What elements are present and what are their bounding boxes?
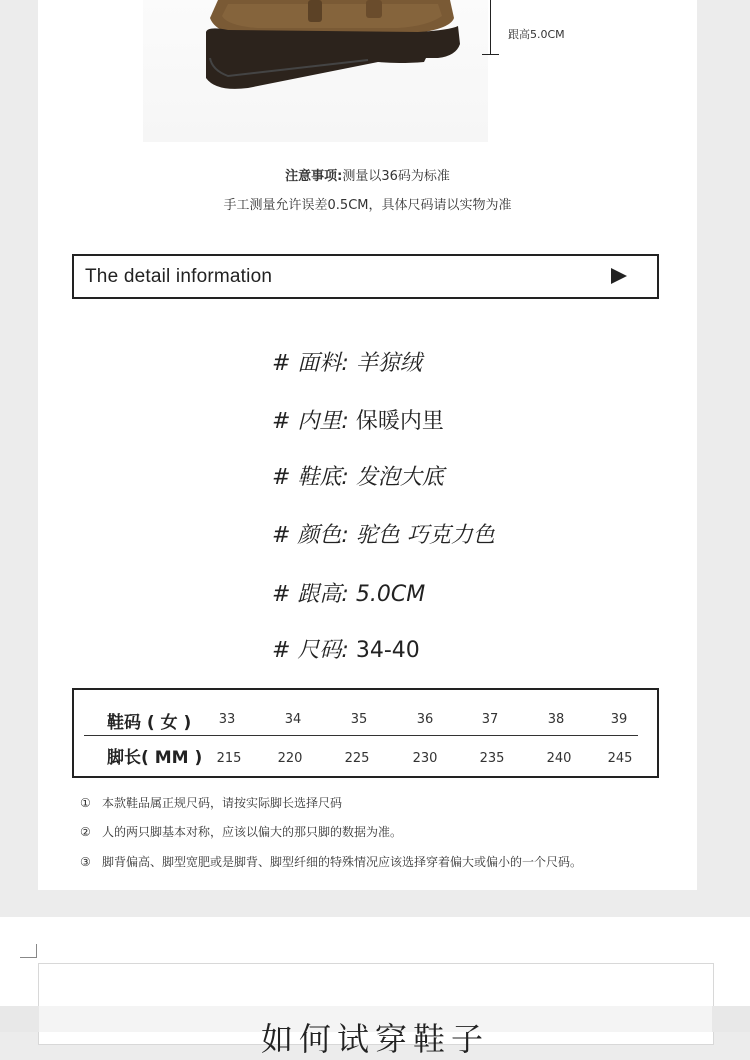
shoe-sole — [206, 26, 460, 89]
spec-label: # 面料: — [272, 351, 349, 376]
spec-label: # 颜色: — [272, 523, 349, 548]
detail-info-header — [72, 254, 659, 299]
footnote-text: 脚背偏高、脚型宽肥或是脚背、脚型纤细的特殊情况应该选择穿着偏大或偏小的一个尺码。 — [102, 855, 583, 869]
measure-note-title: 注意事项: — [285, 169, 343, 184]
heel-height-line — [490, 0, 491, 55]
spec-color — [272, 518, 495, 549]
footnote-number: ① — [80, 796, 91, 810]
shoe-image — [188, 0, 488, 100]
length-cell: 215 — [216, 751, 242, 766]
size-cell: 37 — [481, 712, 499, 727]
footnote-item — [80, 853, 582, 870]
size-cell: 35 — [350, 712, 368, 727]
crop-mark — [36, 944, 37, 958]
measure-note-text: 测量以36码为标准 — [342, 169, 450, 184]
footnote-number: ② — [80, 825, 91, 839]
length-cell: 245 — [607, 751, 633, 766]
footnote-number: ③ — [80, 855, 91, 869]
spec-value: 5.0CM — [355, 582, 426, 607]
spec-sole — [272, 460, 444, 491]
length-cell: 220 — [277, 751, 303, 766]
size-table — [72, 688, 659, 778]
spec-value: 保暖内里 — [355, 409, 444, 434]
tolerance-note: 手工测量允许误差0.5CM，具体尺码请以实物为准 — [223, 198, 512, 213]
size-cell: 36 — [416, 712, 434, 727]
length-row-label: 脚长( MM ) — [107, 748, 203, 768]
spec-value: 发泡大底 — [355, 465, 444, 490]
size-cell: 34 — [284, 712, 302, 727]
heel-height-label: 跟高5.0CM — [508, 28, 565, 41]
spec-value: 羊猄绒 — [355, 351, 422, 376]
spec-value: 驼色 巧克力色 — [355, 523, 495, 548]
length-cell: 230 — [412, 751, 438, 766]
size-cell: 38 — [547, 712, 565, 727]
length-cell: 235 — [479, 751, 505, 766]
spec-value: 34-40 — [355, 638, 420, 663]
spec-label: # 尺码: — [272, 638, 349, 663]
size-row-label: 鞋码 ( 女 ) — [107, 713, 192, 733]
size-cell: 33 — [218, 712, 236, 727]
length-cell: 225 — [344, 751, 370, 766]
crop-mark — [20, 957, 36, 958]
spec-lining — [272, 404, 444, 435]
spec-heel-height — [272, 577, 425, 608]
size-cell: 39 — [610, 712, 628, 727]
shoe-upper-shade — [222, 4, 442, 28]
shoe-buckle — [366, 0, 382, 18]
footnote-item — [80, 794, 342, 811]
spec-material — [272, 346, 422, 377]
length-cell: 240 — [546, 751, 572, 766]
try-on-title: 如何试穿鞋子 — [260, 1020, 489, 1058]
footnote-item — [80, 823, 402, 840]
spec-label: # 鞋底: — [272, 465, 349, 490]
measure-note — [38, 165, 697, 184]
heel-height-tick — [482, 54, 499, 55]
size-table-divider — [84, 735, 638, 736]
footnote-text: 人的两只脚基本对称，应该以偏大的那只脚的数据为准。 — [102, 825, 403, 839]
shoe-strap — [308, 0, 322, 22]
spec-size — [272, 633, 420, 664]
spec-label: # 跟高: — [272, 582, 349, 607]
play-arrow-icon — [611, 268, 627, 284]
footnote-text: 本款鞋品属正规尺码，请按实际脚长选择尺码 — [102, 796, 343, 810]
detail-card — [38, 0, 697, 890]
detail-info-title: The detail information — [85, 266, 273, 287]
spec-label: # 内里: — [272, 409, 349, 434]
